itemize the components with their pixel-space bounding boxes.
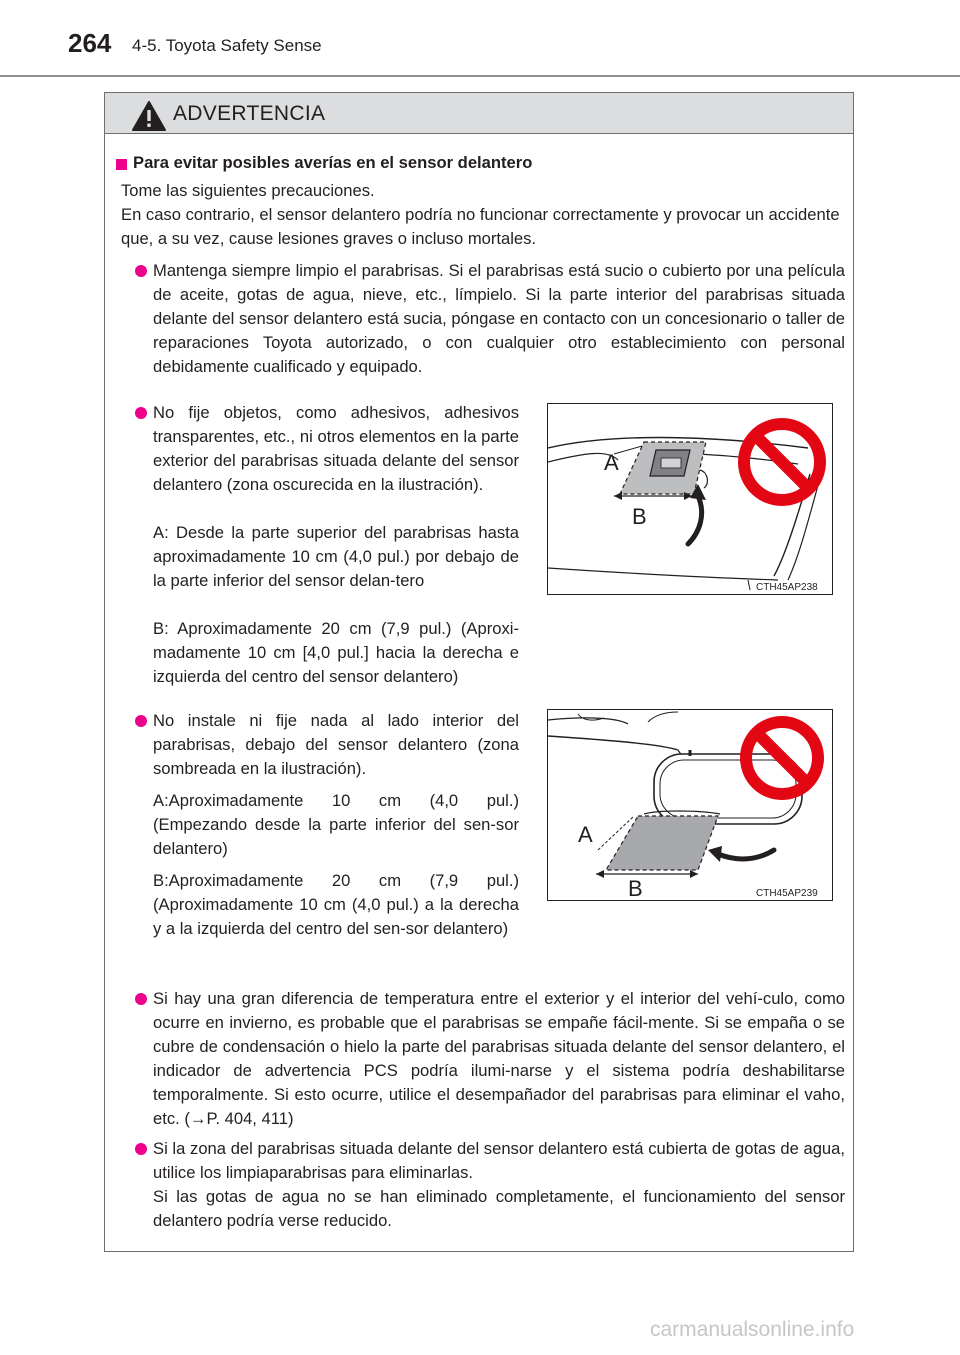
bullet-4-text: Si hay una gran diferencia de temperatura entre el exterior y el interior del vehí-culo, como ocurre en invierno, es probable que el parabrisas se empañe fácil-mente. Si se empaña o se cubre de condensación o hielo la parte del parabrisas situada delante del sensor delantero, el indicador de advertencia PCS podría ilumi-narse y el sistema podría deshabilitarse temporalmente. Si esto ocurre, utilice el desempañador del parabrisas para eliminar el vaho, etc. (→P. 404, 411): [153, 989, 845, 1128]
bullet-2-note-b: B: Aproximadamente 20 cm (7,9 pul.) (Aproxi-madamente 10 cm [4,0 pul.] hacia la derecha e izquierda del centro del sensor delantero): [153, 619, 519, 686]
bullet-dot: [135, 993, 147, 1005]
figure-1-label-a: A: [604, 450, 619, 475]
bullet-dot: [135, 407, 147, 419]
warning-triangle-icon: [131, 100, 167, 132]
figure-2-label-a: A: [578, 822, 593, 847]
figure-2-code: CTH45AP239: [756, 888, 818, 899]
heading-bullet-square: [116, 159, 127, 170]
bullet-dot: [135, 1143, 147, 1155]
bullet-dot: [135, 265, 147, 277]
bullet-5-text: Si la zona del parabrisas situada delante del sensor delantero está cubierta de gotas de agua, utilice los limpiaparabrisas para eliminarlas.: [153, 1139, 845, 1182]
header-divider: [0, 75, 960, 77]
bullet-5-text-2: Si las gotas de agua no se han eliminado completamente, el funcionamiento del sensor delantero podría verse reducido.: [153, 1187, 845, 1230]
figure-2-label-b: B: [628, 876, 643, 900]
bullet-dot: [135, 715, 147, 727]
bullet-2-text: No fije objetos, como adhesivos, adhesivos transparentes, etc., ni otros elementos en la parte exterior del parabrisas situada delante del sensor delantero (zona oscurecida en la ilustración).: [153, 403, 519, 494]
intro-line-2: En caso contrario, el sensor delantero podría no funcionar correctamente y provocar un accidente que, a su vez, cause lesiones graves o incluso mortales.: [121, 205, 840, 248]
warning-box: [104, 92, 854, 1252]
warning-title: ADVERTENCIA: [173, 102, 326, 125]
warning-heading: Para evitar posibles averías en el sensor delantero: [133, 153, 533, 172]
section-title: 4-5. Toyota Safety Sense: [132, 36, 322, 55]
bullet-3-text: No instale ni fije nada al lado interior del parabrisas, debajo del sensor delantero (zona sombreada en la ilustración).: [153, 711, 519, 778]
page-number: 264: [68, 28, 112, 58]
figure-1-label-b: B: [632, 504, 647, 529]
watermark: carmanualsonline.info: [650, 1318, 855, 1341]
illustration-interior-windshield: [547, 709, 833, 901]
bullet-2-note-a: A: Desde la parte superior del parabrisas hasta aproximadamente 10 cm (4,0 pul.) por debajo de la parte inferior del sensor delan-tero: [153, 523, 519, 590]
figure-1-code: CTH45AP238: [756, 582, 818, 593]
warning-header: [105, 93, 853, 134]
bullet-1-text: Mantenga siempre limpio el parabrisas. Si el parabrisas está sucio o cubierto por una película de aceite, gotas de agua, nieve, etc., límpielo. Si la parte interior del parabrisas situada delante del sensor delantero está sucia, póngase en contacto con un concesionario o taller de reparaciones Toyota autorizado, o con cualquier otro establecimiento con personal debidamente cualificado y equipado.: [153, 261, 845, 376]
illustration-exterior-windshield: [547, 403, 833, 595]
intro-line-1: Tome las siguientes precauciones.: [121, 181, 375, 200]
bullet-3-note-a: A:Aproximadamente 10 cm (4,0 pul.) (Empezando desde la parte inferior del sen-sor delantero): [153, 791, 519, 858]
bullet-3-note-b: B:Aproximadamente 20 cm (7,9 pul.) (Aproximadamente 10 cm (4,0 pul.) a la derecha y a la izquierda del centro del sen-sor delantero): [153, 871, 519, 938]
